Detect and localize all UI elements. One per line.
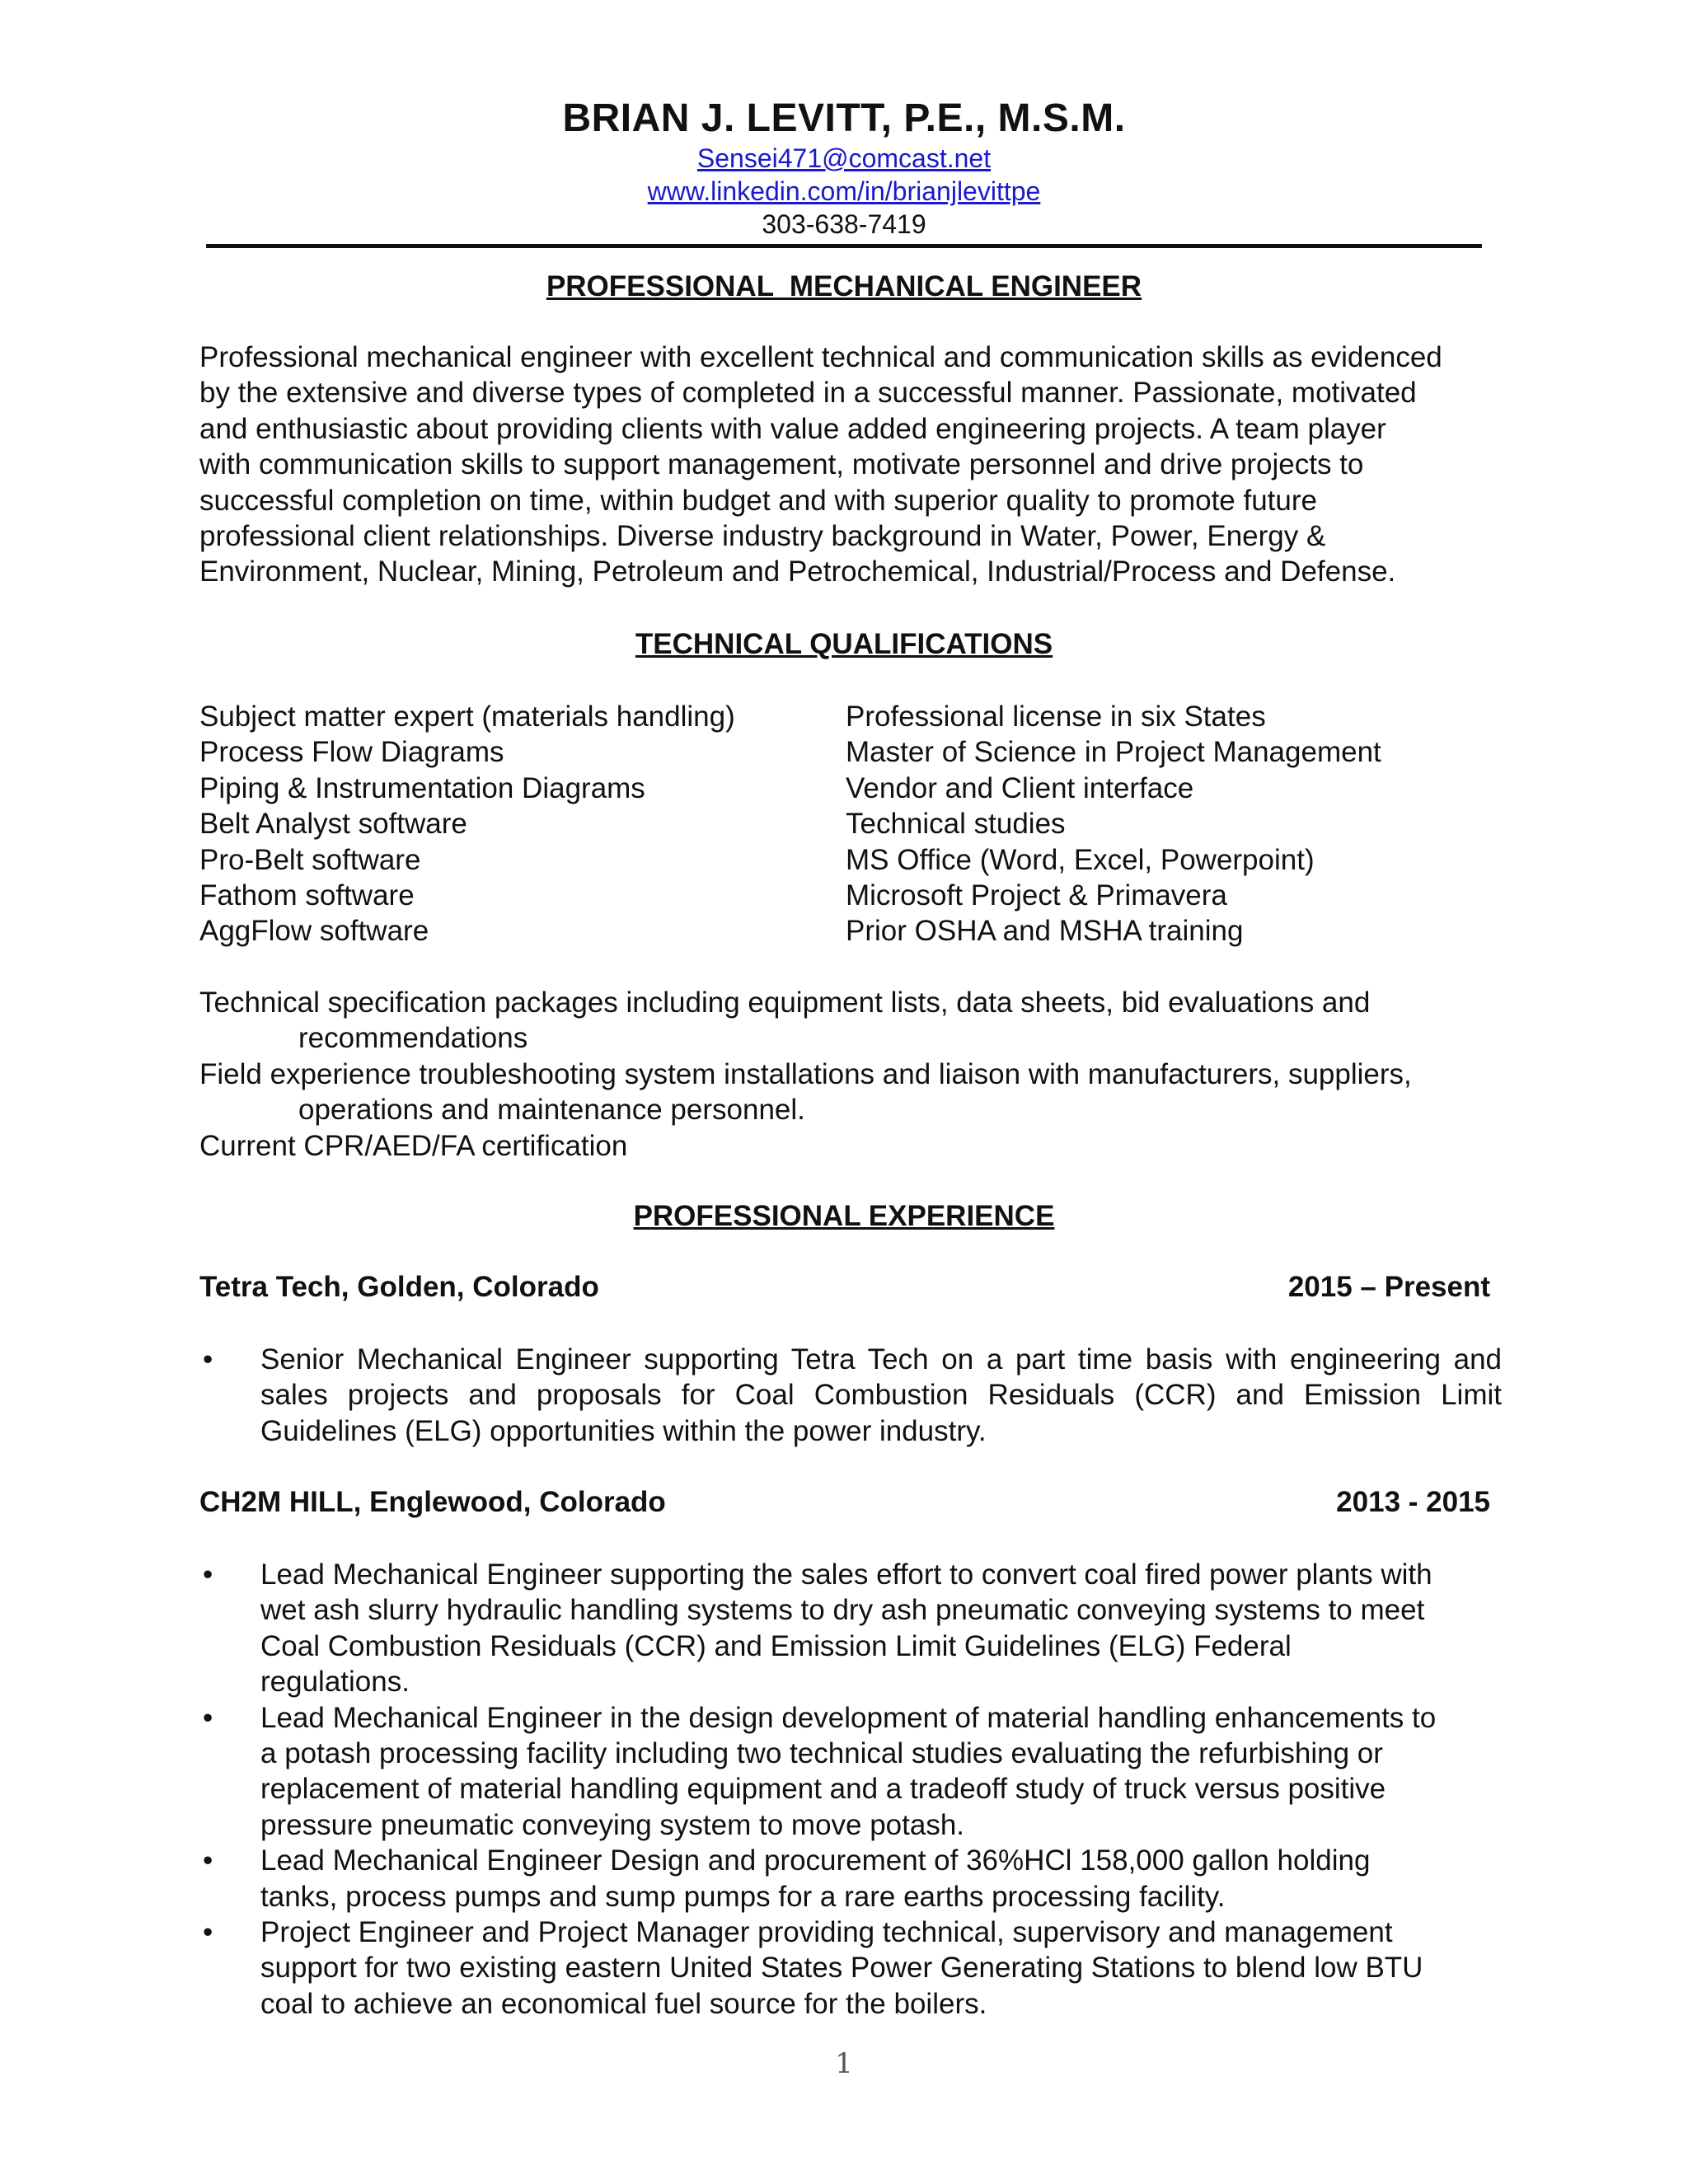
summary-line: Professional mechanical engineer with excellent technical and communication skills as evidenced <box>199 341 1442 373</box>
bullet-line: tanks, process pumps and sump pumps for a rare earths processing facility. <box>260 1880 1226 1913</box>
bullet-line: Lead Mechanical Engineer Design and procurement of 36%HCl 158,000 gallon holding <box>260 1844 1371 1877</box>
qualifications-heading: TECHNICAL QUALIFICATIONS <box>635 628 1053 660</box>
extra-qualification-continuation: operations and maintenance personnel. <box>298 1094 805 1127</box>
bullet-icon: • <box>203 1916 213 1949</box>
summary-paragraph <box>199 340 1535 590</box>
job-bullet-list <box>199 1342 1502 1449</box>
extra-qualification-line: Field experience troubleshooting system installations and liaison with manufacturers, suppliers, <box>199 1057 1412 1090</box>
job-dates: 2013 - 2015 <box>1336 1486 1490 1518</box>
bullet-line: Lead Mechanical Engineer in the design development of material handling enhancements to <box>260 1701 1437 1734</box>
list-item <box>199 1557 1502 1700</box>
bullet-line: coal to achieve an economical fuel source for the boilers. <box>260 1987 987 2020</box>
summary-line: with communication skills to support management, motivate personnel and drive projects to <box>199 448 1364 481</box>
qualification-item: MS Office (Word, Excel, Powerpoint) <box>846 843 1315 876</box>
list-item <box>199 1700 1502 1844</box>
bullet-icon: • <box>203 1701 213 1734</box>
qualification-item: Master of Science in Project Management <box>846 736 1381 769</box>
qualification-item: Prior OSHA and MSHA training <box>846 915 1244 948</box>
linkedin-link[interactable]: www.linkedin.com/in/brianjlevittpe <box>647 176 1041 206</box>
qualification-item: Pro-Belt software <box>199 843 421 876</box>
bullet-icon: • <box>203 1844 213 1877</box>
qualification-item: Technical studies <box>846 808 1066 841</box>
job-bullet-list <box>199 1557 1502 2022</box>
experience-heading: PROFESSIONAL EXPERIENCE <box>633 1200 1055 1232</box>
bullet-line: Lead Mechanical Engineer supporting the sales effort to convert coal fired power plants with <box>260 1558 1432 1591</box>
job-dates: 2015 – Present <box>1287 1271 1490 1303</box>
candidate-name: BRIAN J. LEVITT, P.E., M.S.M. <box>562 96 1126 140</box>
qualification-item: Subject matter expert (materials handling) <box>199 701 735 733</box>
list-item <box>199 1915 1502 2022</box>
qualifications-right-column <box>846 699 1381 949</box>
qualification-item: Vendor and Client interface <box>846 771 1194 804</box>
email-link[interactable]: Sensei471@comcast.net <box>696 143 992 173</box>
bullet-line: pressure pneumatic conveying system to move potash. <box>260 1808 965 1841</box>
qualifications-left-column <box>199 699 735 949</box>
summary-line: by the extensive and diverse types of completed in a successful manner. Passionate, motivated <box>199 377 1417 410</box>
summary-line: successful completion on time, within budget and with superior quality to promote future <box>199 484 1317 517</box>
bullet-line: Senior Mechanical Engineer supporting Tetra Tech on a part time basis with engineering and <box>260 1343 1502 1376</box>
list-item <box>199 1342 1502 1449</box>
extra-qualification-line: Technical specification packages including equipment lists, data sheets, bid evaluations and <box>199 987 1371 1019</box>
extra-qualification <box>199 1128 1412 1164</box>
qualification-item: Piping & Instrumentation Diagrams <box>199 771 645 804</box>
bullet-line: support for two existing eastern United States Power Generating Stations to blend low BTU <box>260 1952 1423 1985</box>
bullet-icon: • <box>203 1558 213 1591</box>
phone-number: 303-638-7419 <box>762 209 926 239</box>
extra-qualification <box>199 985 1412 1057</box>
qualification-item: Process Flow Diagrams <box>199 736 504 769</box>
extra-qualification-line: Current CPR/AED/FA certification <box>199 1129 628 1162</box>
additional-qualifications <box>199 985 1412 1164</box>
extra-qualification <box>199 1057 1412 1128</box>
contact-email-row <box>0 143 1688 174</box>
bullet-line: wet ash slurry hydraulic handling systems to dry ash pneumatic conveying systems to meet <box>260 1594 1425 1627</box>
summary-heading: PROFESSIONAL MECHANICAL ENGINEER <box>546 270 1142 302</box>
bullet-line: replacement of material handling equipment and a tradeoff study of truck versus positive <box>260 1773 1386 1806</box>
header-divider <box>206 244 1482 248</box>
summary-line: and enthusiastic about providing clients with value added engineering projects. A team player <box>199 412 1386 445</box>
contact-linkedin-row <box>0 176 1688 207</box>
qualification-item: Professional license in six States <box>846 701 1266 733</box>
summary-line: Environment, Nuclear, Mining, Petroleum and Petrochemical, Industrial/Process and Defense. <box>199 555 1396 588</box>
job-employer: CH2M HILL, Englewood, Colorado <box>199 1486 666 1518</box>
bullet-line: regulations. <box>260 1666 410 1699</box>
bullet-line: a potash processing facility including two technical studies evaluating the refurbishing or <box>260 1737 1383 1770</box>
bullet-line: Project Engineer and Project Manager providing technical, supervisory and management <box>260 1916 1393 1949</box>
extra-qualification-continuation: recommendations <box>298 1022 528 1055</box>
bullet-line: Coal Combustion Residuals (CCR) and Emission Limit Guidelines (ELG) Federal <box>260 1629 1292 1662</box>
qualification-item: Belt Analyst software <box>199 808 467 841</box>
bullet-line: sales projects and proposals for Coal Combustion Residuals (CCR) and Emission Limit <box>260 1379 1502 1412</box>
job-employer: Tetra Tech, Golden, Colorado <box>199 1271 599 1303</box>
summary-line: professional client relationships. Diverse industry background in Water, Power, Energy & <box>199 520 1326 553</box>
bullet-icon: • <box>203 1343 213 1376</box>
bullet-line: Guidelines (ELG) opportunities within the power industry. <box>260 1414 987 1447</box>
qualification-item: Fathom software <box>199 879 415 912</box>
list-item <box>199 1843 1502 1915</box>
qualification-item: Microsoft Project & Primavera <box>846 879 1227 912</box>
page-number: 1 <box>835 2047 853 2080</box>
qualification-item: AggFlow software <box>199 915 429 948</box>
